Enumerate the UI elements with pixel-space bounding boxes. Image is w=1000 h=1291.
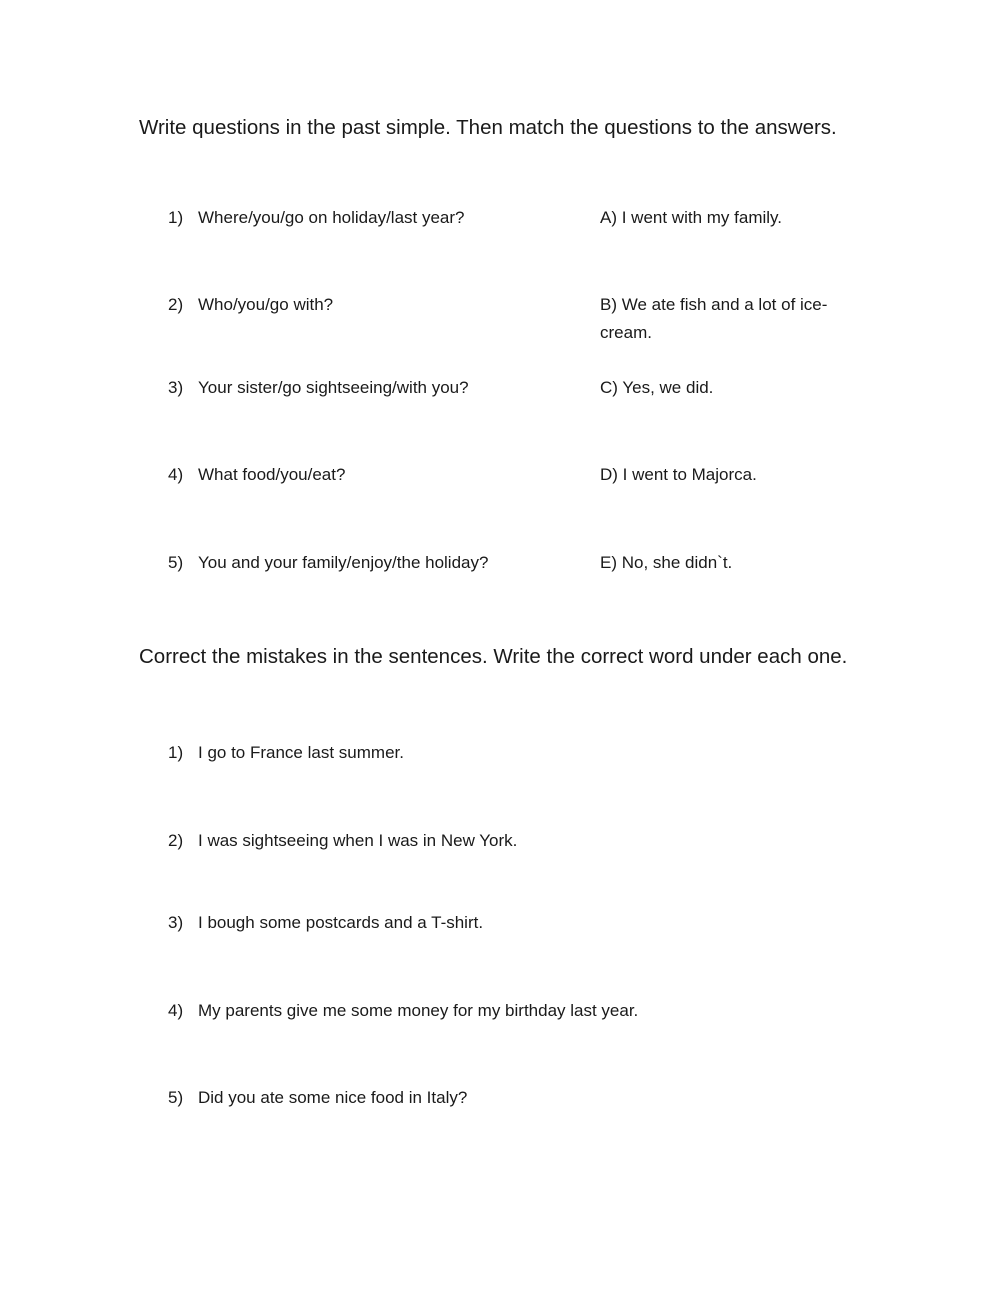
question-number: 5): [168, 553, 184, 572]
question-text: Your sister/go sightseeing/with you?: [198, 378, 469, 397]
sentence-number: 5): [168, 1088, 184, 1107]
question-number: 3): [168, 378, 184, 397]
sentence-text: My parents give me some money for my birthday last year.: [198, 1001, 639, 1020]
question-text: You and your family/enjoy/the holiday?: [198, 553, 489, 572]
question-text: Where/you/go on holiday/last year?: [198, 208, 465, 227]
answer-d: D) I went to Majorca.: [600, 465, 757, 484]
answer-e: E) No, she didn`t.: [600, 553, 733, 572]
answer-b-line1: B) We ate fish and a lot of ice-: [600, 295, 828, 314]
sentence-number: 4): [168, 1001, 184, 1020]
sentence-number: 3): [168, 913, 184, 932]
answer-c: C) Yes, we did.: [600, 378, 714, 397]
question-number: 4): [168, 465, 184, 484]
sentence-text: I go to France last summer.: [198, 743, 404, 762]
answer-b-line2: cream.: [600, 323, 652, 342]
question-text: What food/you/eat?: [198, 465, 346, 484]
sentence-text: Did you ate some nice food in Italy?: [198, 1088, 468, 1107]
section2-instruction: Correct the mistakes in the sentences. Write the correct word under each one.: [139, 645, 848, 668]
question-number: 1): [168, 208, 184, 227]
answer-b: [600, 291, 860, 347]
section1-instruction: Write questions in the past simple. Then match the questions to the answers.: [139, 116, 837, 139]
question-text: Who/you/go with?: [198, 295, 334, 314]
question-number: 2): [168, 295, 184, 314]
answer-a: A) I went with my family.: [600, 208, 782, 227]
sentence-number: 1): [168, 743, 184, 762]
sentence-text: I was sightseeing when I was in New York.: [198, 831, 518, 850]
sentence-number: 2): [168, 831, 184, 850]
sentence-text: I bough some postcards and a T-shirt.: [198, 913, 484, 932]
